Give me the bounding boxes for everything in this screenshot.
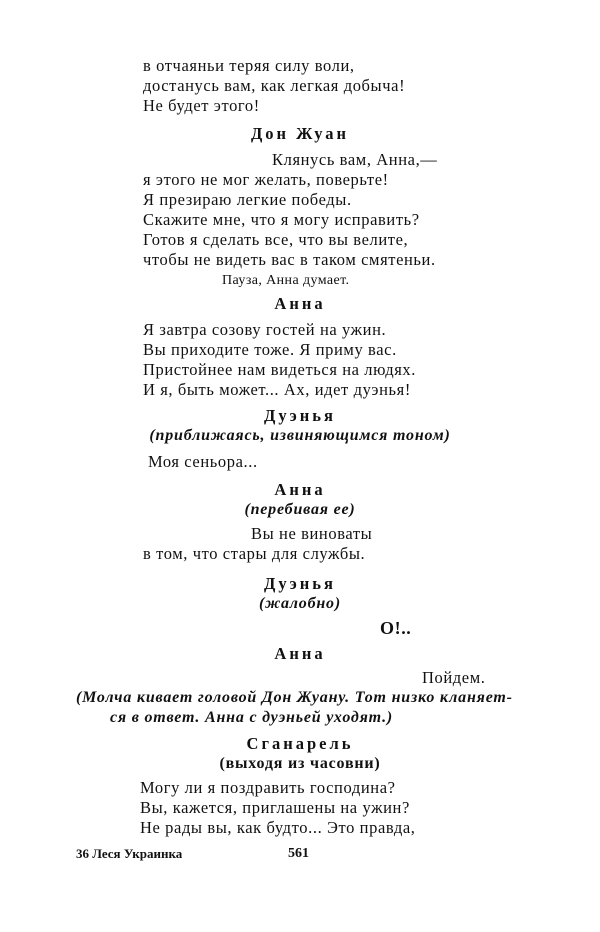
verse-line: в отчаяньи теряя силу воли, <box>143 56 355 75</box>
verse-line: Не будет этого! <box>143 96 260 115</box>
verse-line: Пойдем. <box>422 668 486 687</box>
verse-line: Клянусь вам, Анна,— <box>272 150 438 169</box>
speaker-name: Дон Жуан <box>250 124 350 143</box>
verse-line: достанусь вам, как легкая добыча! <box>143 76 406 95</box>
verse-line: Могу ли я поздравить господина? <box>140 778 396 797</box>
speaker-name: Дуэнья <box>264 406 336 425</box>
stage-direction: (приближаясь, извиняющимся тоном) <box>149 427 451 444</box>
verse-line: Моя сеньора... <box>148 452 258 471</box>
speaker-name: Сганарель <box>246 734 354 753</box>
verse-line: чтобы не видеть вас в таком смятеньи. <box>143 250 436 269</box>
verse-line: О!.. <box>380 618 412 638</box>
stage-direction: (жалобно) <box>259 595 341 612</box>
verse-line: Вы, кажется, приглашены на ужин? <box>140 798 410 817</box>
verse-line: Скажите мне, что я могу исправить? <box>143 210 420 229</box>
stage-direction: (Молча кивает головой Дон Жуану. Тот низко кланяет- <box>76 689 513 706</box>
stage-direction: (перебивая ее) <box>244 501 356 518</box>
printer-signature: 36 Леся Украинка <box>76 846 183 861</box>
stage-direction: ся в ответ. Анна с дуэньей уходят.) <box>110 709 394 726</box>
verse-line: я этого не мог желать, поверьте! <box>143 170 389 189</box>
page-number: 561 <box>288 846 309 861</box>
verse-line: Я завтра созову гостей на ужин. <box>143 320 387 339</box>
stage-direction: Пауза, Анна думает. <box>222 273 350 288</box>
speaker-name: Анна <box>274 294 326 313</box>
speaker-name: Анна <box>274 480 326 499</box>
verse-line: Не рады вы, как будто... Это правда, <box>140 818 416 837</box>
verse-line: в том, что стары для службы. <box>143 544 366 563</box>
verse-line: Готов я сделать все, что вы велите, <box>143 230 409 249</box>
verse-line: И я, быть может... Ах, идет дуэнья! <box>143 380 411 399</box>
verse-line: Я презираю легкие победы. <box>143 190 352 209</box>
verse-line: Пристойнее нам видеться на людях. <box>143 360 416 379</box>
speaker-name: Дуэнья <box>264 574 336 593</box>
verse-line: Вы приходите тоже. Я приму вас. <box>143 340 397 359</box>
stage-direction: (выходя из часовни) <box>219 755 381 772</box>
verse-line: Вы не виноваты <box>251 524 373 543</box>
speaker-name: Анна <box>274 644 326 663</box>
